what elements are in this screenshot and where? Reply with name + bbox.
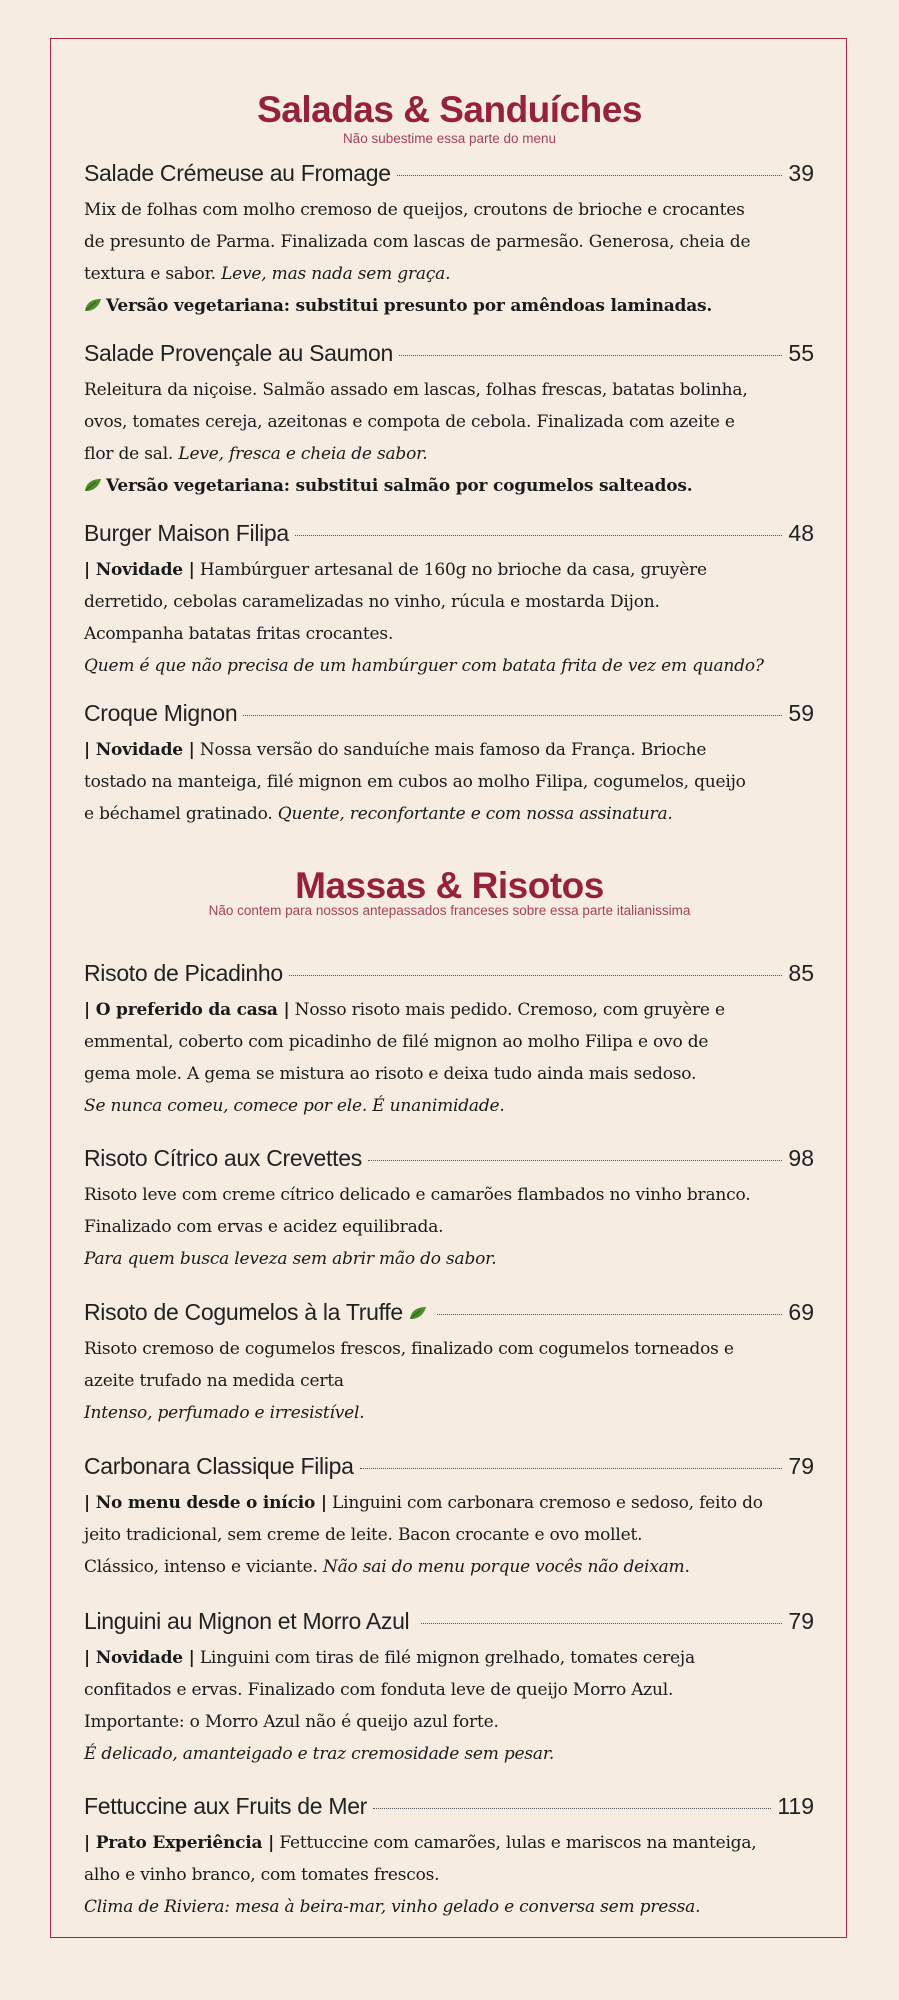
vegetarian-note: Versão vegetariana: substitui salmão por cogumelos salteados. (84, 470, 814, 502)
dot-leader (368, 1160, 782, 1161)
item-description: | Novidade | Nossa versão do sanduíche mais famoso da França. Brioche tostado na manteiga, filé mignon em cubos ao molho Filipa, cogumelos, queijo e béchamel gratinado. Quente, reconfortante e com nossa assinatura. (84, 740, 746, 824)
menu-item (84, 1793, 814, 1923)
menu-item (84, 1453, 814, 1583)
item-name: Risoto de Picadinho (84, 960, 283, 986)
leaf-icon (84, 478, 102, 492)
item-badge: | No menu desde o início | (84, 1493, 327, 1513)
item-description: | Novidade | Hambúrguer artesanal de 160g no brioche da casa, gruyère derretido, cebolas caramelizadas no vinho, rúcula e mostarda Dijon. Acompanha batatas fritas crocantes. Quem é que não precisa de um hambúrguer com batata frita de vez em quando? (84, 560, 764, 676)
item-price: 55 (788, 340, 814, 366)
item-name: Risoto Cítrico aux Crevettes (84, 1145, 362, 1171)
item-tagline: Se nunca comeu, comece por ele. É unanimidade. (84, 1096, 505, 1116)
item-price: 85 (788, 960, 814, 986)
dot-leader (360, 1468, 783, 1469)
menu-item (84, 160, 814, 322)
menu-item (84, 700, 814, 830)
item-tagline: Leve, fresca e cheia de sabor. (178, 444, 428, 464)
item-price: 69 (788, 1299, 814, 1325)
dot-leader (421, 1623, 782, 1624)
item-badge: | Novidade | (84, 560, 195, 580)
item-tagline: Leve, mas nada sem graça. (221, 264, 451, 284)
item-description: Risoto leve com creme cítrico delicado e camarões flambados no vinho branco. Finalizado com ervas e acidez equilibrada. Para quem busca leveza sem abrir mão do sabor. (84, 1185, 751, 1269)
section-subtitle-saladas: Não subestime essa parte do menu (342, 131, 557, 146)
item-description: | O preferido da casa | Nosso risoto mais pedido. Cremoso, com gruyère e emmental, coberto com picadinho de filé mignon ao molho Filipa e ovo de gema mole. A gema se mistura ao risoto e deixa tudo ainda mais sedoso. Se nunca comeu, comece por ele. É unanimidade. (84, 1000, 725, 1116)
item-name: Burger Maison Filipa (84, 520, 289, 546)
item-tagline: Não sai do menu porque vocês não deixam. (322, 1557, 690, 1577)
item-price: 119 (777, 1793, 814, 1819)
item-description: | Prato Experiência | Fettuccine com camarões, lulas e mariscos na manteiga, alho e vinho branco, com tomates frescos. Clima de Riviera: mesa à beira-mar, vinho gelado e conversa sem pressa. (84, 1833, 757, 1917)
item-description: Releitura da niçoise. Salmão assado em lascas, folhas frescas, batatas bolinha, ovos, tomates cereja, azeitonas e compota de cebola. Finalizada com azeite e flor de sal. Leve, fresca e cheia de sabor. (84, 380, 748, 464)
vegetarian-note: Versão vegetariana: substitui presunto por amêndoas laminadas. (84, 290, 814, 322)
item-price: 98 (788, 1145, 814, 1171)
item-badge: | Novidade | (84, 740, 195, 760)
item-tagline: Quem é que não precisa de um hambúrguer com batata frita de vez em quando? (84, 656, 764, 676)
item-name: Salade Provençale au Saumon (84, 340, 394, 366)
item-tagline: Quente, reconfortante e com nossa assinatura. (277, 804, 673, 824)
dot-leader (397, 175, 783, 176)
item-tagline: É delicado, amanteigado e traz cremosidade sem pesar. (84, 1744, 555, 1764)
item-description: Mix de folhas com molho cremoso de queijos, croutons de brioche e crocantes de presunto de Parma. Finalizada com lascas de parmesão. Generosa, cheia de textura e sabor. Leve, mas nada sem graça. (84, 200, 751, 284)
item-name: Salade Crémeuse au Fromage (84, 160, 391, 186)
dot-leader (437, 1314, 783, 1315)
item-description: | Novidade | Linguini com tiras de filé mignon grelhado, tomates cereja confitados e ervas. Finalizado com fonduta leve de queijo Morro Azul. Importante: o Morro Azul não é queijo azul forte. É delicado, amanteigado e traz cremosidade sem pesar. (84, 1648, 695, 1764)
menu-item (84, 1299, 814, 1429)
item-price: 39 (788, 160, 814, 186)
leaf-icon (409, 1306, 427, 1320)
item-name: Fettuccine aux Fruits de Mer (84, 1793, 368, 1819)
dot-leader (295, 535, 782, 536)
section-title-massas: Massas & Risotos (295, 865, 604, 906)
item-tagline: Para quem busca leveza sem abrir mão do sabor. (84, 1249, 497, 1269)
leaf-icon (84, 298, 102, 312)
item-name: Croque Mignon (84, 700, 238, 726)
dot-leader (399, 355, 782, 356)
menu-item (84, 520, 814, 682)
menu-item (84, 1608, 814, 1770)
section-subtitle-massas: Não contem para nossos antepassados franceses sobre essa parte italianissima (208, 903, 691, 918)
dot-leader (373, 1808, 771, 1809)
item-price: 79 (788, 1453, 814, 1479)
dot-leader (289, 975, 783, 976)
item-name: Linguini au Mignon et Morro Azul (84, 1608, 410, 1634)
item-tagline: Intenso, perfumado e irresistível. (84, 1403, 365, 1423)
dot-leader (243, 715, 782, 716)
item-badge: | Prato Experiência | (84, 1833, 275, 1853)
section-title-saladas: Saladas & Sanduíches (257, 89, 642, 130)
item-price: 59 (788, 700, 814, 726)
item-name: Carbonara Classique Filipa (84, 1453, 354, 1479)
menu-item (84, 340, 814, 502)
menu-item (84, 1145, 814, 1275)
item-price: 79 (788, 1608, 814, 1634)
item-badge: | O preferido da casa | (84, 1000, 290, 1020)
item-price: 48 (788, 520, 814, 546)
item-description: Risoto cremoso de cogumelos frescos, finalizado com cogumelos torneados e azeite trufado na medida certa Intenso, perfumado e irresistível. (84, 1339, 734, 1423)
item-tagline: Clima de Riviera: mesa à beira-mar, vinho gelado e conversa sem pressa. (84, 1897, 701, 1917)
item-name: Risoto de Cogumelos à la Truffe (84, 1299, 403, 1325)
menu-item (84, 960, 814, 1122)
item-description: | No menu desde o início | Linguini com carbonara cremoso e sedoso, feito do jeito tradicional, sem creme de leite. Bacon crocante e ovo mollet. Clássico, intenso e viciante. Não sai do menu porque vocês não deixam. (84, 1493, 763, 1577)
item-badge: | Novidade | (84, 1648, 195, 1668)
